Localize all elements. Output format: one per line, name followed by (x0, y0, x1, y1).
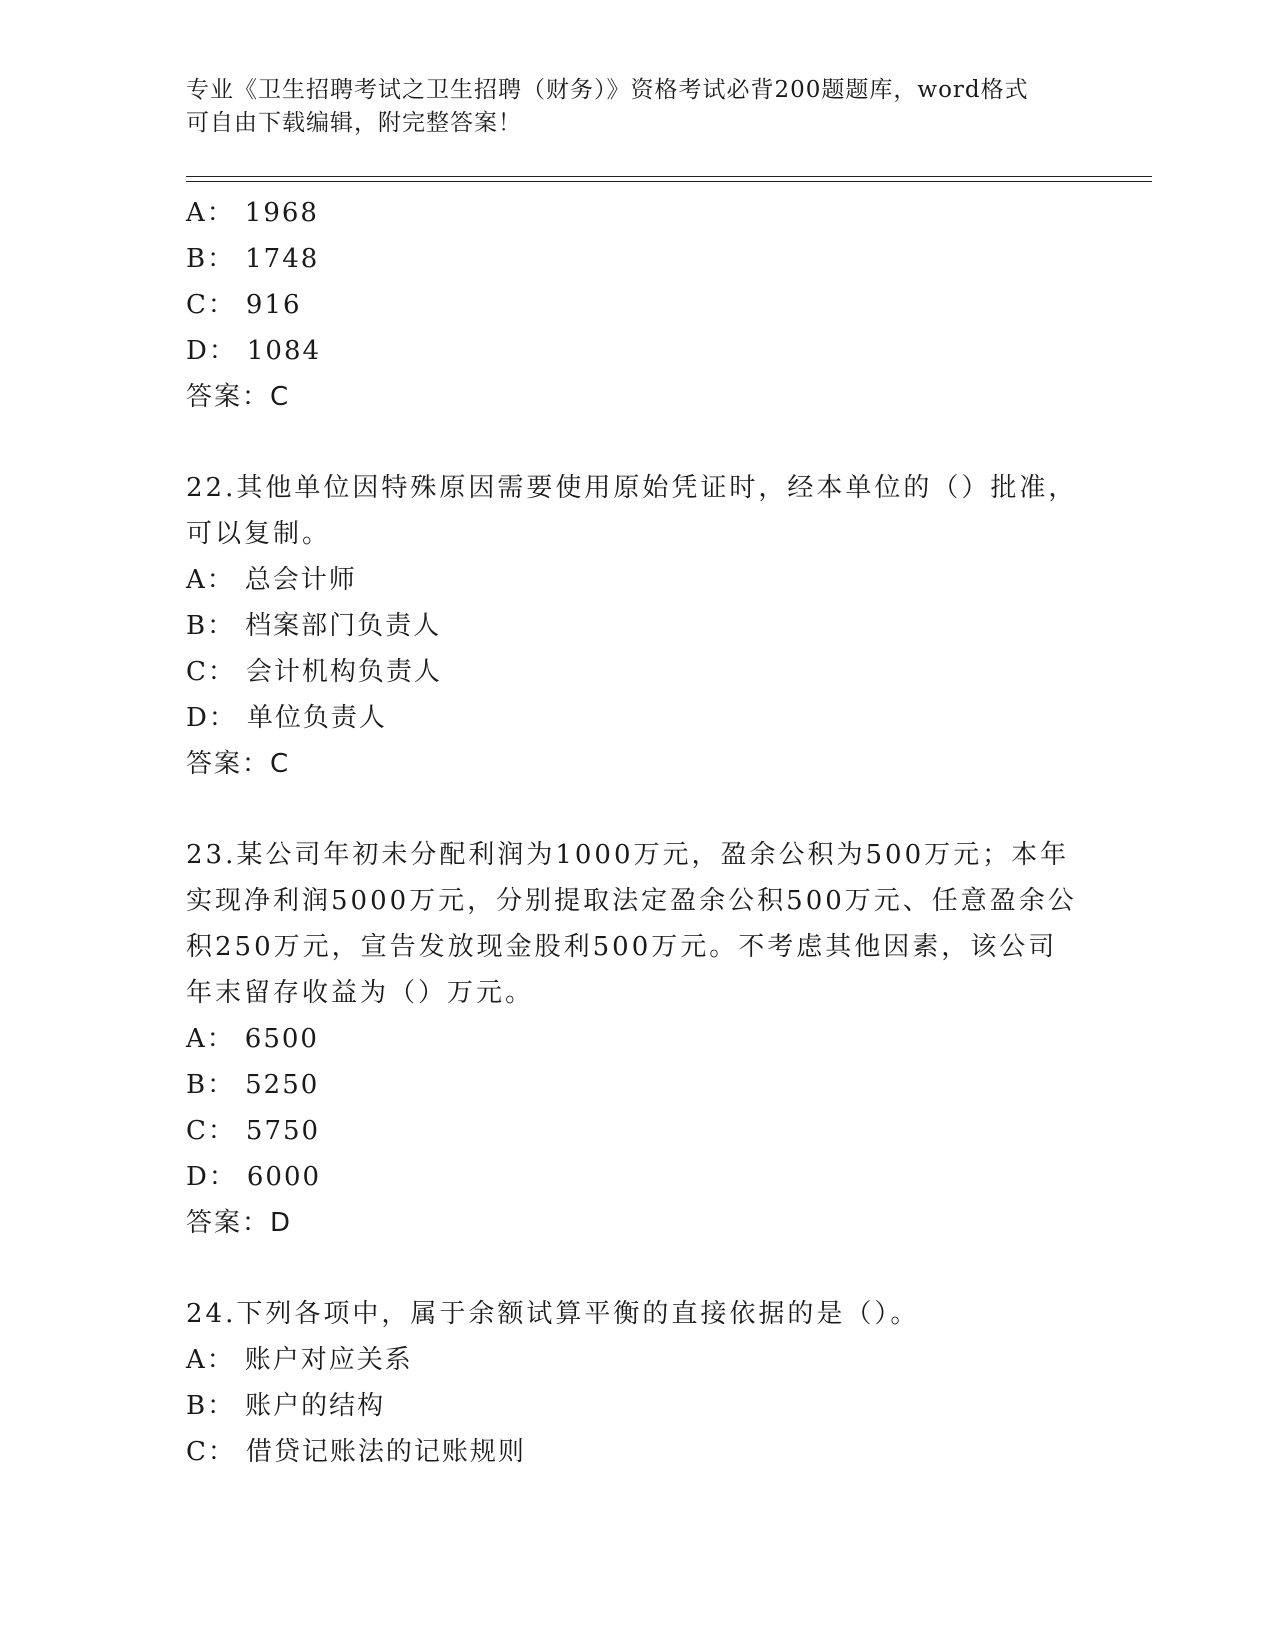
header-line-2: 可自由下载编辑，附完整答案！ (186, 110, 522, 136)
option-a: A： 1968 (186, 198, 319, 228)
option-c: C： 916 (186, 290, 302, 320)
document-header (186, 74, 1086, 140)
option-b: B： 5250 (186, 1070, 320, 1100)
question-text: 24.下列各项中，属于余额试算平衡的直接依据的是（）。 (186, 1299, 920, 1329)
header-divider-top (186, 176, 1152, 177)
question-text: 23.某公司年初未分配利润为1000万元，盈余公积为500万元；本年 实现净利润5000万元，分别提取法定盈余公积500万元、任意盈余公 积250万元，宣告发放现金股利500万元。不考虑其他因素，该公司 年末留存收益为（）万元。 (186, 840, 1077, 1008)
option-c: C： 5750 (186, 1116, 321, 1146)
option-a: A： 总会计师 (186, 565, 357, 595)
option-a: A： 账户对应关系 (186, 1345, 413, 1375)
question-21 (186, 190, 1086, 420)
header-line-1: 专业《卫生招聘考试之卫生招聘（财务）》资格考试必背200题题库，word格式 (186, 77, 1029, 103)
option-d: D： 6000 (186, 1162, 322, 1192)
question-list (186, 190, 1086, 1475)
question-text: 22.其他单位因特殊原因需要使用原始凭证时，经本单位的（）批准， 可以复制。 (186, 473, 1078, 549)
option-c: C： 会计机构负责人 (186, 657, 442, 687)
option-b: B： 档案部门负责人 (186, 611, 442, 641)
question-22 (186, 465, 1086, 787)
answer-label: 答案：D (186, 1208, 293, 1238)
answer-label: 答案：C (186, 749, 291, 779)
option-c: C： 借贷记账法的记账规则 (186, 1437, 526, 1467)
option-d: D： 单位负责人 (186, 703, 387, 733)
option-a: A： 6500 (186, 1024, 319, 1054)
question-24 (186, 1291, 1086, 1475)
option-b: B： 1748 (186, 244, 320, 274)
option-d: D： 1084 (186, 336, 322, 366)
answer-label: 答案：C (186, 382, 291, 412)
option-b: B： 账户的结构 (186, 1391, 386, 1421)
header-divider-bottom (186, 181, 1152, 182)
question-23 (186, 832, 1086, 1246)
